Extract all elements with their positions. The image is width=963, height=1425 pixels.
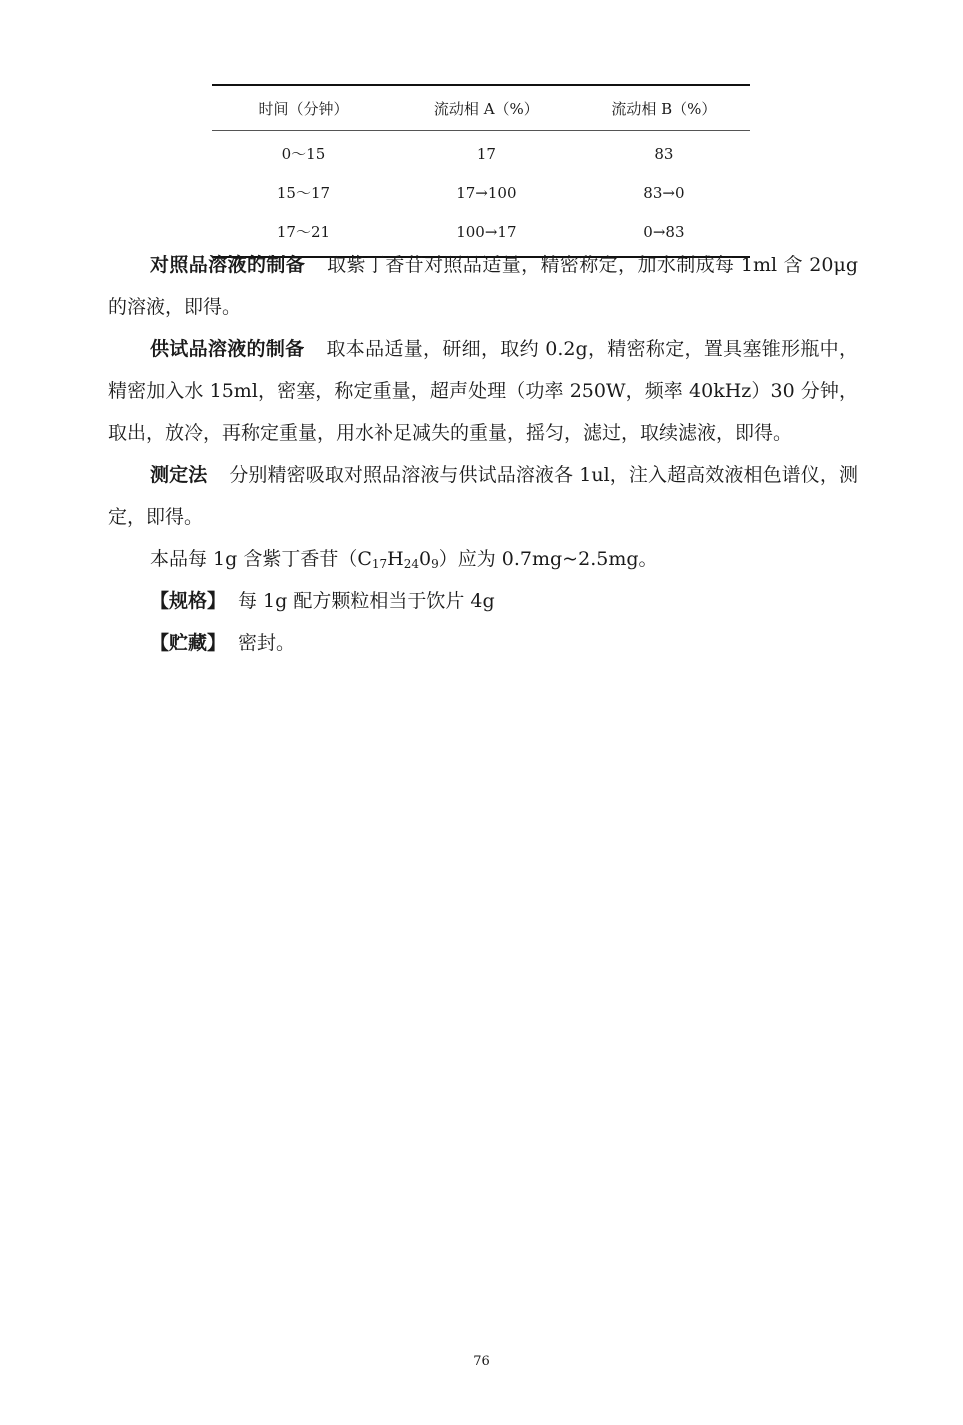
formula-h: H: [387, 548, 404, 570]
reference-solution-title: 对照品溶液的制备: [150, 254, 306, 276]
sample-solution-title: 供试品溶液的制备: [150, 338, 305, 360]
gradient-table-container: [212, 84, 750, 258]
storage-paragraph: [108, 622, 858, 664]
gradient-table: [212, 84, 750, 258]
table-row: [212, 131, 750, 174]
header-mobile-phase-a: 流动相 A（%）: [433, 99, 539, 118]
header-time: 时间（分钟）: [258, 99, 349, 118]
formula-subscript-o: 9: [431, 557, 439, 571]
formula-subscript-h: 24: [403, 557, 420, 571]
content-limit-paragraph: [108, 538, 858, 580]
sample-solution-paragraph: [108, 328, 858, 454]
cell-time: 0～15: [281, 145, 326, 163]
header-mobile-phase-b: 流动相 B（%）: [611, 99, 717, 118]
cell-phase-b: 83: [654, 144, 674, 163]
document-body: [108, 244, 858, 664]
storage-text: 密封。: [238, 632, 296, 654]
formula-o: 0: [419, 548, 432, 570]
cell-time: 15～17: [276, 184, 331, 202]
assay-text: 分别精密吸取对照品溶液与供试品溶液各 1ul，注入超高效液相色谱仪，测定，即得。: [108, 464, 858, 528]
cell-phase-a: 17: [476, 144, 496, 163]
cell-phase-a: 100→17: [456, 222, 517, 241]
formula-subscript-c: 17: [371, 557, 388, 571]
content-limit-prefix: 本品每 1g 含紫丁香苷（C: [150, 548, 372, 570]
assay-paragraph: [108, 454, 858, 538]
cell-phase-b: 83→0: [643, 183, 685, 202]
cell-time: 17～21: [276, 223, 331, 241]
reference-solution-paragraph: [108, 244, 858, 328]
content-limit-suffix: ）应为 0.7mg~2.5mg。: [438, 548, 658, 570]
table-header-row: [212, 85, 750, 131]
specification-title: 【规格】: [150, 590, 227, 612]
specification-text: 每 1g 配方颗粒相当于饮片 4g: [238, 590, 495, 612]
storage-title: 【贮藏】: [150, 632, 227, 654]
reference-solution-text: 取紫丁香苷对照品适量，精密称定，加水制成每 1ml 含 20μg 的溶液，即得。: [108, 254, 858, 318]
sample-solution-text: 取本品适量，研细，取约 0.2g，精密称定，置具塞锥形瓶中，精密加入水 15ml，密塞，称定重量，超声处理（功率 250W，频率 40kHz）30 分钟，取出，放冷，再称定重量，用水补足减失的重量，摇匀，滤过，取续滤液，即得。: [108, 338, 858, 444]
cell-phase-a: 17→100: [456, 183, 517, 202]
table-row: [212, 173, 750, 212]
page-number: 76: [473, 1354, 490, 1369]
specification-paragraph: [108, 580, 858, 622]
cell-phase-b: 0→83: [643, 222, 685, 241]
assay-title: 测定法: [150, 464, 208, 486]
